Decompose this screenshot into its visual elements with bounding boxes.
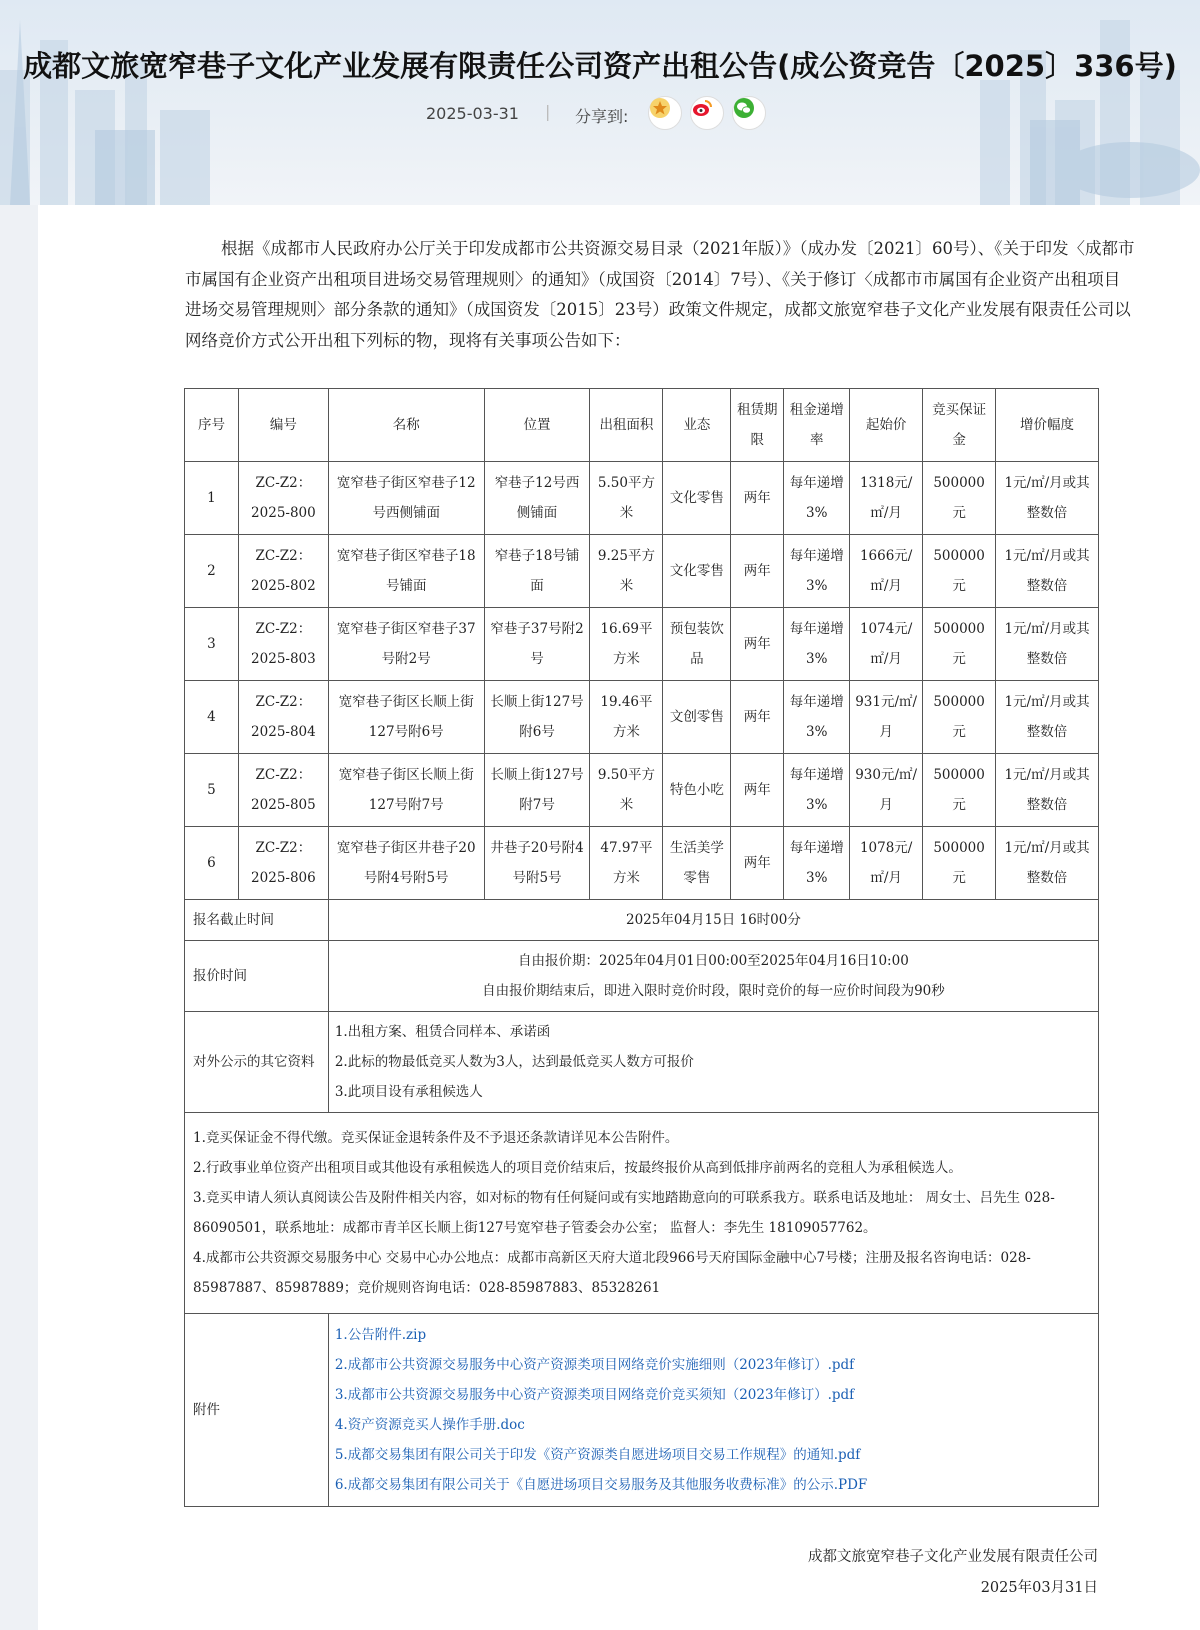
cell-code: ZC-Z2：2025-800 — [238, 462, 328, 535]
weibo-share-button[interactable] — [690, 96, 724, 130]
cell-area: 16.69平方米 — [590, 608, 663, 681]
bidtime-row — [185, 941, 1099, 1012]
page-title: 成都文旅宽窄巷子文化产业发展有限责任公司资产出租公告(成公资竞告〔2025〕336号) — [23, 49, 1177, 83]
cell-type: 文化零售 — [663, 535, 731, 608]
public-info-row — [185, 1012, 1099, 1113]
cell-no: 1 — [185, 462, 239, 535]
header-cell: 位置 — [484, 389, 590, 462]
cell-price: 931元/㎡/月 — [850, 681, 923, 754]
cell-no: 2 — [185, 535, 239, 608]
note-item: 1.竞买保证金不得代缴。竞买保证金退转条件及不予退还条款请详见本公告附件。 — [193, 1130, 679, 1146]
table-row — [185, 535, 1099, 608]
content-card — [38, 205, 1200, 1630]
cell-name: 宽窄巷子街区长顺上街127号附6号 — [328, 681, 484, 754]
notes-cell — [185, 1113, 1099, 1314]
cell-term: 两年 — [731, 827, 784, 900]
header-cell: 起始价 — [850, 389, 923, 462]
public-info-item: 3.此项目设有承租候选人 — [334, 1084, 483, 1100]
cell-no: 6 — [185, 827, 239, 900]
header-cell: 编号 — [238, 389, 328, 462]
meta-bar — [0, 96, 1200, 132]
cell-step: 1元/㎡/月或其整数倍 — [996, 681, 1099, 754]
attachment-link[interactable]: 3.成都市公共资源交易服务中心资产资源类项目网络竞价竞买须知（2023年修订）.pdf — [334, 1387, 855, 1403]
star-icon — [649, 97, 671, 119]
note-item: 4.成都市公共资源交易服务中心 交易中心办公地点：成都市高新区天府大道北段966号天府国际金融中心7号楼；注册及报名咨询电话：028-85987887、85987889；竞价规则咨询电话：028-85987883、85328261 — [193, 1250, 1031, 1296]
cell-price: 1318元/㎡/月 — [850, 462, 923, 535]
cell-term: 两年 — [731, 608, 784, 681]
cell-name: 宽窄巷子街区窄巷子18号铺面 — [328, 535, 484, 608]
cell-code: ZC-Z2：2025-802 — [238, 535, 328, 608]
public-info-label: 对外公示的其它资料 — [185, 1012, 329, 1113]
cell-deposit: 500000元 — [923, 462, 996, 535]
cell-location: 窄巷子37号附2号 — [484, 608, 590, 681]
cell-code: ZC-Z2：2025-805 — [238, 754, 328, 827]
table-row — [185, 462, 1099, 535]
cell-price: 1074元/㎡/月 — [850, 608, 923, 681]
cell-name: 宽窄巷子街区井巷子20号附4号附5号 — [328, 827, 484, 900]
cell-price: 930元/㎡/月 — [850, 754, 923, 827]
footer-date: 2025年03月31日 — [980, 1580, 1098, 1596]
cell-name: 宽窄巷子街区长顺上街127号附7号 — [328, 754, 484, 827]
cell-deposit: 500000元 — [923, 754, 996, 827]
notes-row — [185, 1113, 1099, 1314]
attachments-label: 附件 — [185, 1314, 329, 1507]
star-share-button[interactable] — [648, 96, 682, 130]
cell-term: 两年 — [731, 754, 784, 827]
header-cell: 业态 — [663, 389, 731, 462]
cell-area: 9.25平方米 — [590, 535, 663, 608]
cell-price: 1078元/㎡/月 — [850, 827, 923, 900]
header-cell: 序号 — [185, 389, 239, 462]
cell-term: 两年 — [731, 681, 784, 754]
cell-step: 1元/㎡/月或其整数倍 — [996, 827, 1099, 900]
cell-term: 两年 — [731, 535, 784, 608]
deadline-value: 2025年04月15日 16时00分 — [328, 900, 1098, 941]
header-cell: 租金递增率 — [784, 389, 850, 462]
attachment-link[interactable]: 1.公告附件.zip — [334, 1327, 427, 1343]
wechat-icon — [733, 97, 755, 119]
cell-type: 文创零售 — [663, 681, 731, 754]
table-row — [185, 681, 1099, 754]
cell-type: 生活美学零售 — [663, 827, 731, 900]
public-info-list — [328, 1012, 1098, 1113]
deadline-label: 报名截止时间 — [185, 900, 329, 941]
bidtime-label: 报价时间 — [185, 941, 329, 1012]
cell-rate: 每年递增3% — [784, 462, 850, 535]
cell-code: ZC-Z2：2025-803 — [238, 608, 328, 681]
attachment-link[interactable]: 2.成都市公共资源交易服务中心资产资源类项目网络竞价实施细则（2023年修订）.pdf — [334, 1357, 855, 1373]
cell-deposit: 500000元 — [923, 827, 996, 900]
cell-rate: 每年递增3% — [784, 754, 850, 827]
share-label: 分享到: — [575, 107, 629, 126]
note-item: 2.行政事业单位资产出租项目或其他设有承租候选人的项目竞价结束后，按最终报价从高到低排序前两名的竞租人为承租候选人。 — [193, 1160, 962, 1176]
cell-no: 5 — [185, 754, 239, 827]
footer-company: 成都文旅宽窄巷子文化产业发展有限责任公司 — [808, 1549, 1098, 1565]
public-info-item: 2.此标的物最低竞买人数为3人，达到最低竞买人数方可报价 — [334, 1054, 694, 1070]
cell-step: 1元/㎡/月或其整数倍 — [996, 608, 1099, 681]
bidtime-line2: 自由报价期结束后，即进入限时竞价时段，限时竞价的每一应价时间段为90秒 — [482, 983, 945, 999]
header-cell: 竞买保证金 — [923, 389, 996, 462]
attachments-row — [185, 1314, 1099, 1507]
listing-table — [184, 388, 1099, 1507]
cell-no: 3 — [185, 608, 239, 681]
separator: | — [545, 102, 551, 121]
note-item: 3.竞买申请人须认真阅读公告及附件相关内容，如对标的物有任何疑问或有实地踏勘意向的可联系我方。联系电话及地址： 周女士、吕先生 028-86090501，联系地址：成都市青羊区长顺上街127号宽窄巷子管委会办公室； 监督人：李先生 18109057762。 — [193, 1190, 1055, 1236]
cell-rate: 每年递增3% — [784, 827, 850, 900]
table-row — [185, 827, 1099, 900]
intro-paragraph — [185, 234, 1135, 356]
attachments-list — [328, 1314, 1098, 1507]
table-row — [185, 754, 1099, 827]
cell-type: 预包装饮品 — [663, 608, 731, 681]
cell-location: 长顺上街127号附7号 — [484, 754, 590, 827]
cell-location: 井巷子20号附4号附5号 — [484, 827, 590, 900]
cell-name: 宽窄巷子街区窄巷子37号附2号 — [328, 608, 484, 681]
cell-code: ZC-Z2：2025-806 — [238, 827, 328, 900]
bidtime-value — [328, 941, 1098, 1012]
deadline-row — [185, 900, 1099, 941]
weibo-icon — [691, 97, 713, 119]
cell-area: 9.50平方米 — [590, 754, 663, 827]
cell-step: 1元/㎡/月或其整数倍 — [996, 754, 1099, 827]
cell-type: 特色小吃 — [663, 754, 731, 827]
attachment-link[interactable]: 5.成都交易集团有限公司关于印发《资产资源类自愿进场项目交易工作规程》的通知.pdf — [334, 1447, 861, 1463]
cell-code: ZC-Z2：2025-804 — [238, 681, 328, 754]
cell-type: 文化零售 — [663, 462, 731, 535]
cell-step: 1元/㎡/月或其整数倍 — [996, 535, 1099, 608]
wechat-share-button[interactable] — [732, 96, 766, 130]
header-cell: 租赁期限 — [731, 389, 784, 462]
cell-step: 1元/㎡/月或其整数倍 — [996, 462, 1099, 535]
cell-location: 窄巷子18号铺面 — [484, 535, 590, 608]
cell-area: 5.50平方米 — [590, 462, 663, 535]
header-cell: 名称 — [328, 389, 484, 462]
table-header-row — [185, 389, 1099, 462]
publish-date: 2025-03-31 — [426, 104, 519, 123]
header-banner — [0, 0, 1200, 205]
header-cell: 出租面积 — [590, 389, 663, 462]
cell-term: 两年 — [731, 462, 784, 535]
public-info-item: 1.出租方案、租赁合同样本、承诺函 — [334, 1024, 551, 1040]
cell-deposit: 500000元 — [923, 608, 996, 681]
attachment-link[interactable]: 4.资产资源竞买人操作手册.doc — [334, 1417, 525, 1433]
cell-price: 1666元/㎡/月 — [850, 535, 923, 608]
cell-name: 宽窄巷子街区窄巷子12号西侧铺面 — [328, 462, 484, 535]
cell-area: 47.97平方米 — [590, 827, 663, 900]
cell-no: 4 — [185, 681, 239, 754]
cell-deposit: 500000元 — [923, 681, 996, 754]
cell-location: 窄巷子12号西侧铺面 — [484, 462, 590, 535]
cell-rate: 每年递增3% — [784, 681, 850, 754]
cell-rate: 每年递增3% — [784, 608, 850, 681]
intro-text: 根据《成都市人民政府办公厅关于印发成都市公共资源交易目录（2021年版）》（成办发〔2021〕60号）、《关于印发〈成都市市属国有企业资产出租项目进场交易管理规则〉的通知》（成国资〔2014〕7号）、《关于修订〈成都市市属国有企业资产出租项目进场交易管理规则〉部分条款的通知》（成国资发〔2015〕23号）政策文件规定，成都文旅宽窄巷子文化产业发展有限责任公司以网络竞价方式公开出租下列标的物，现将有关事项公告如下： — [185, 239, 1135, 350]
table-row — [185, 608, 1099, 681]
bidtime-line1: 自由报价期：2025年04月01日00:00至2025年04月16日10:00 — [518, 953, 909, 969]
cell-area: 19.46平方米 — [590, 681, 663, 754]
header-cell: 增价幅度 — [996, 389, 1099, 462]
cell-location: 长顺上街127号附6号 — [484, 681, 590, 754]
cell-rate: 每年递增3% — [784, 535, 850, 608]
cell-deposit: 500000元 — [923, 535, 996, 608]
attachment-link[interactable]: 6.成都交易集团有限公司关于《自愿进场项目交易服务及其他服务收费标准》的公示.PDF — [334, 1477, 868, 1493]
